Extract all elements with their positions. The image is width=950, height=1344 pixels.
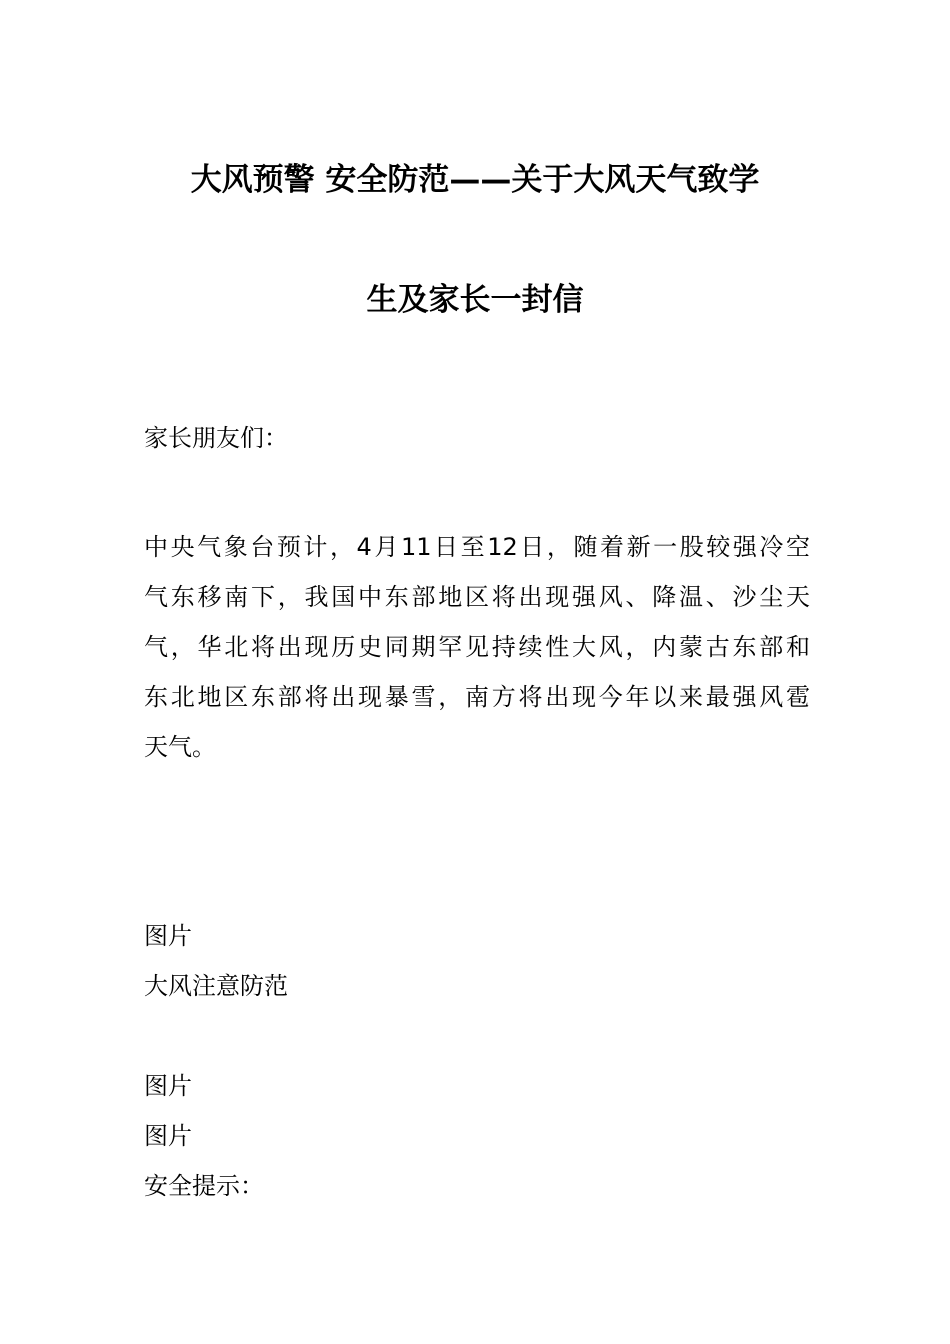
greeting: 家长朋友们： [144, 424, 288, 452]
safety-heading: 安全提示： [144, 1172, 264, 1200]
paragraph-line: 天气。 [144, 733, 216, 761]
document-title-line-2: 生及家长一封信 [366, 282, 584, 318]
document-title-line-1: 大风预警 安全防范——关于大风天气致学 [190, 162, 760, 198]
paragraph-line: 气，华北将出现历史同期罕见持续性大风，内蒙古东部和 [144, 633, 810, 661]
paragraph-line: 中央气象台预计，4月11日至12日，随着新一股较强冷空 [144, 533, 810, 561]
image-label: 图片 [144, 1122, 192, 1150]
paragraph-line: 东北地区东部将出现暴雪，南方将出现今年以来最强风雹 [144, 683, 810, 711]
image-label: 图片 [144, 922, 192, 950]
image-caption: 大风注意防范 [144, 972, 288, 1000]
image-label: 图片 [144, 1072, 192, 1100]
body-paragraph [144, 522, 810, 772]
paragraph-line: 气东移南下，我国中东部地区将出现强风、降温、沙尘天 [144, 583, 810, 611]
